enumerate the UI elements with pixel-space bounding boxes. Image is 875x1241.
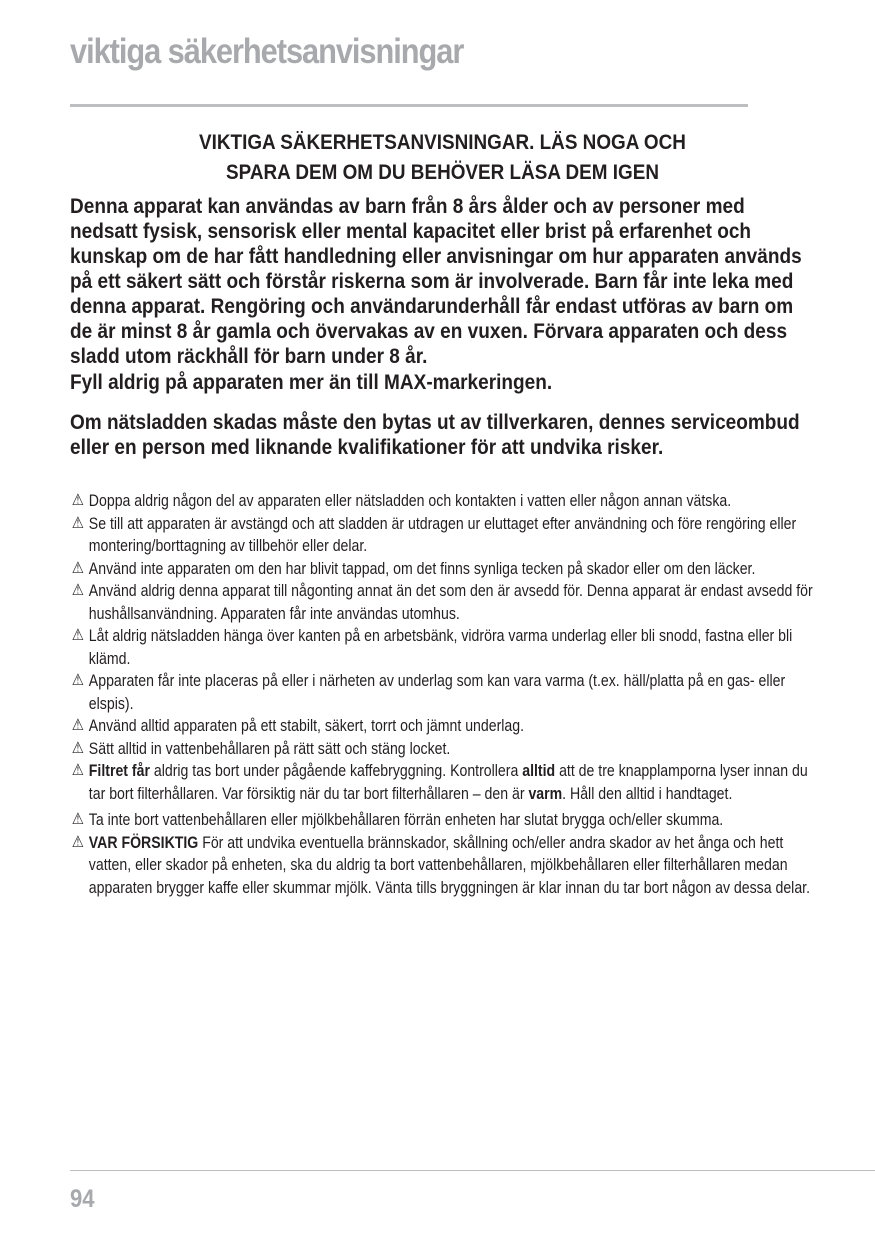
warning-icon: ⚠ [71,559,84,577]
warning-text: Sätt alltid in vattenbehållaren på rätt sätt och stäng locket. [88,739,451,758]
warning-item-caution [70,832,814,900]
warning-item [70,715,814,738]
warning-item [70,513,814,558]
warning-icon: ⚠ [71,492,84,509]
warning-list [70,490,814,899]
caution-label: VAR FÖRSIKTIG [88,833,199,852]
warning-text: Använd aldrig denna apparat till någonting annat än det som den är avsedd för. Denna apparat är endast avsedd för hushållsanvändning. Apparaten får inte användas utomhus. [88,582,813,623]
warning-bold-text: alltid [522,762,556,780]
warning-text: Apparaten får inte placeras på eller i närheten av underlag som kan vara varma (t.ex. häll/platta på en gas- eller elspis). [88,672,786,713]
warning-text: Låt aldrig nätsladden hänga över kanten på en arbetsbänk, vidröra varma underlag eller bli snodd, fastna eller bli klämd. [88,627,793,668]
warning-item [70,490,814,513]
warning-icon: ⚠ [71,762,84,779]
warning-item [70,625,814,670]
warning-icon: ⚠ [71,833,84,851]
warning-icon: ⚠ [71,811,84,828]
warning-item-filter [70,760,814,805]
main-heading-line-1: VIKTIGA SÄKERHETSANVISNINGAR. LÄS NOGA OCH [199,131,686,154]
warning-item [70,738,814,761]
warning-text: att de tre knapplamporna lyser innan du tar bort filterhållaren. Var försiktig när du tar bort filterhållaren – den är [88,762,808,803]
warning-icon: ⚠ [71,582,84,599]
warning-item [70,670,814,715]
page-title: viktiga säkerhetsanvisningar [70,32,464,71]
warning-text: För att undvika eventuella brännskador, skållning och/eller andra skador av het ånga och hett vatten, eller skador på enheten, ska du aldrig ta bort vattenbehållaren, mjölkbehållaren eller filterhållaren medan apparaten brygger kaffe eller skummar mjölk. Vänta tills bryggningen är klar innan du tar bort någon av dessa delar. [88,833,811,897]
children-usage-paragraph: Denna apparat kan användas av barn från 8 års ålder och av personer med nedsatt fysisk, sensorisk eller mental kapacitet eller brist på erfarenhet och kunskap om de har fått handledning eller anvisningar om hur apparaten används på ett säkert sätt och förstår riskerna som är involverade. Barn får inte leka med denna apparat. Rengöring och användarunderhåll får endast utföras av barn om de är minst 8 år gamla och övervakas av en vuxen. Förvara apparaten och dess sladd utom räckhåll för barn under 8 år. [70,194,802,368]
power-cord-paragraph: Om nätsladden skadas måste den bytas ut av tillverkaren, dennes serviceombud eller en person med liknande kvalifikationer för att undvika risker. [70,410,800,459]
page-number: 94 [70,1185,95,1213]
warning-text: Se till att apparaten är avstängd och att sladden är utdragen ur eluttaget efter användning och före rengöring eller montering/borttagning av tillbehör eller delar. [88,514,797,555]
warning-text: . Håll den alltid i handtaget. [562,784,733,803]
warning-bold-text: Filtret får [88,762,150,780]
footer-divider [70,1170,875,1171]
main-heading [107,128,778,188]
main-heading-line-2: SPARA DEM OM DU BEHÖVER LÄSA DEM IGEN [226,161,659,184]
warning-item [70,558,814,581]
warning-icon: ⚠ [71,627,84,644]
safety-content [70,128,815,899]
warning-item [70,809,814,832]
warning-icon: ⚠ [71,717,84,734]
warning-icon: ⚠ [71,672,84,689]
warning-item [70,580,814,625]
warning-text: Doppa aldrig någon del av apparaten eller nätsladden och kontakten i vatten eller någon annan vätska. [88,492,732,510]
max-fill-paragraph: Fyll aldrig på apparaten mer än till MAX-markeringen. [70,370,553,394]
warning-icon: ⚠ [71,739,84,757]
warning-text: Använd inte apparaten om den har blivit tappad, om det finns synliga tecken på skador eller om den läcker. [88,559,756,578]
warning-text: aldrig tas bort under pågående kaffebryggning. Kontrollera [149,762,523,780]
title-divider [70,104,748,107]
warning-icon: ⚠ [71,514,84,532]
warning-bold-text: varm [528,784,563,803]
warning-text: Ta inte bort vattenbehållaren eller mjölkbehållaren förrän enheten har slutat brygga och/eller skumma. [88,811,724,829]
warning-text: Använd alltid apparaten på ett stabilt, säkert, torrt och jämnt underlag. [88,717,525,735]
